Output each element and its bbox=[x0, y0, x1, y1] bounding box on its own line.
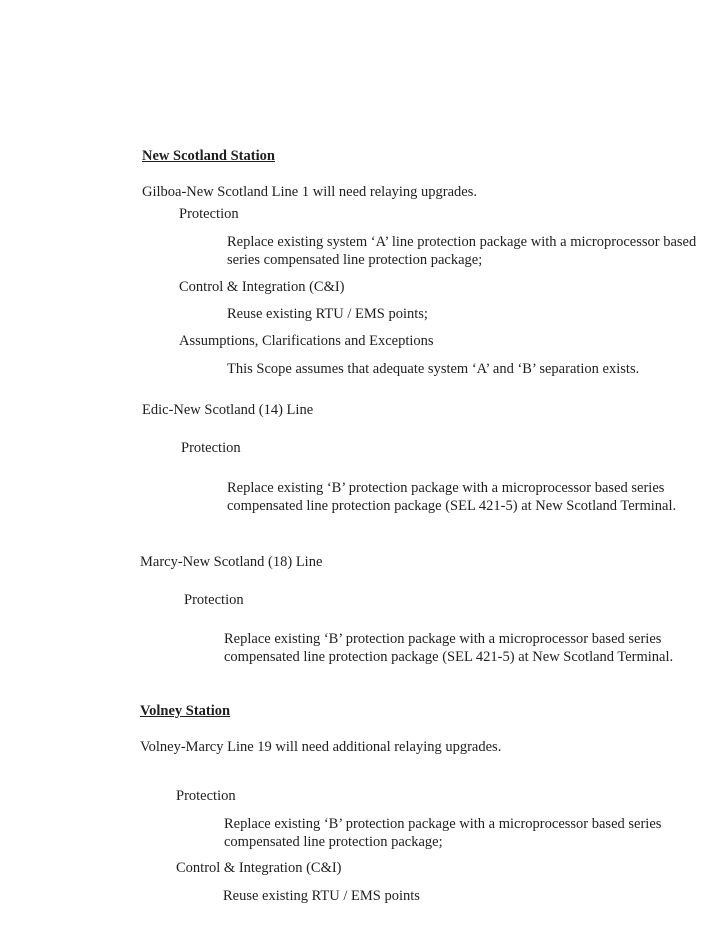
group-text-protection: Replace existing ‘B’ protection package with a microprocessor based series compensated line protection package; bbox=[224, 816, 662, 850]
group-label-assumptions: Assumptions, Clarifications and Exceptions bbox=[179, 333, 434, 349]
group-label-protection: Protection bbox=[176, 788, 236, 804]
group-label-protection: Protection bbox=[179, 206, 239, 222]
group-text-control-integration: Reuse existing RTU / EMS points; bbox=[227, 306, 428, 322]
line-title-volney-marcy: Volney-Marcy Line 19 will need additional relaying upgrades. bbox=[140, 739, 502, 755]
group-text-protection: Replace existing system ‘A’ line protection package with a microprocessor based series compensated line protection package; bbox=[227, 234, 697, 268]
section-heading-volney: Volney Station bbox=[140, 703, 231, 719]
group-text-control-integration: Reuse existing RTU / EMS points bbox=[223, 888, 420, 904]
group-label-protection: Protection bbox=[184, 592, 244, 608]
group-label-control-integration: Control & Integration (C&I) bbox=[179, 279, 345, 295]
group-label-protection: Protection bbox=[181, 440, 241, 456]
group-text-assumptions: This Scope assumes that adequate system ‘A’ and ‘B’ separation exists. bbox=[227, 361, 640, 377]
section-heading-new-scotland: New Scotland Station bbox=[142, 148, 275, 164]
group-text-protection: Replace existing ‘B’ protection package with a microprocessor based series compensated line protection package (SEL 421-5) at New Scotland Terminal. bbox=[227, 480, 677, 514]
line-title-gilboa: Gilboa-New Scotland Line 1 will need relaying upgrades. bbox=[142, 184, 478, 200]
group-text-protection: Replace existing ‘B’ protection package with a microprocessor based series compensated line protection package (SEL 421-5) at New Scotland Terminal. bbox=[224, 631, 674, 665]
line-title-marcy: Marcy-New Scotland (18) Line bbox=[140, 554, 323, 570]
group-label-control-integration: Control & Integration (C&I) bbox=[176, 860, 342, 876]
line-title-edic: Edic-New Scotland (14) Line bbox=[142, 402, 314, 418]
